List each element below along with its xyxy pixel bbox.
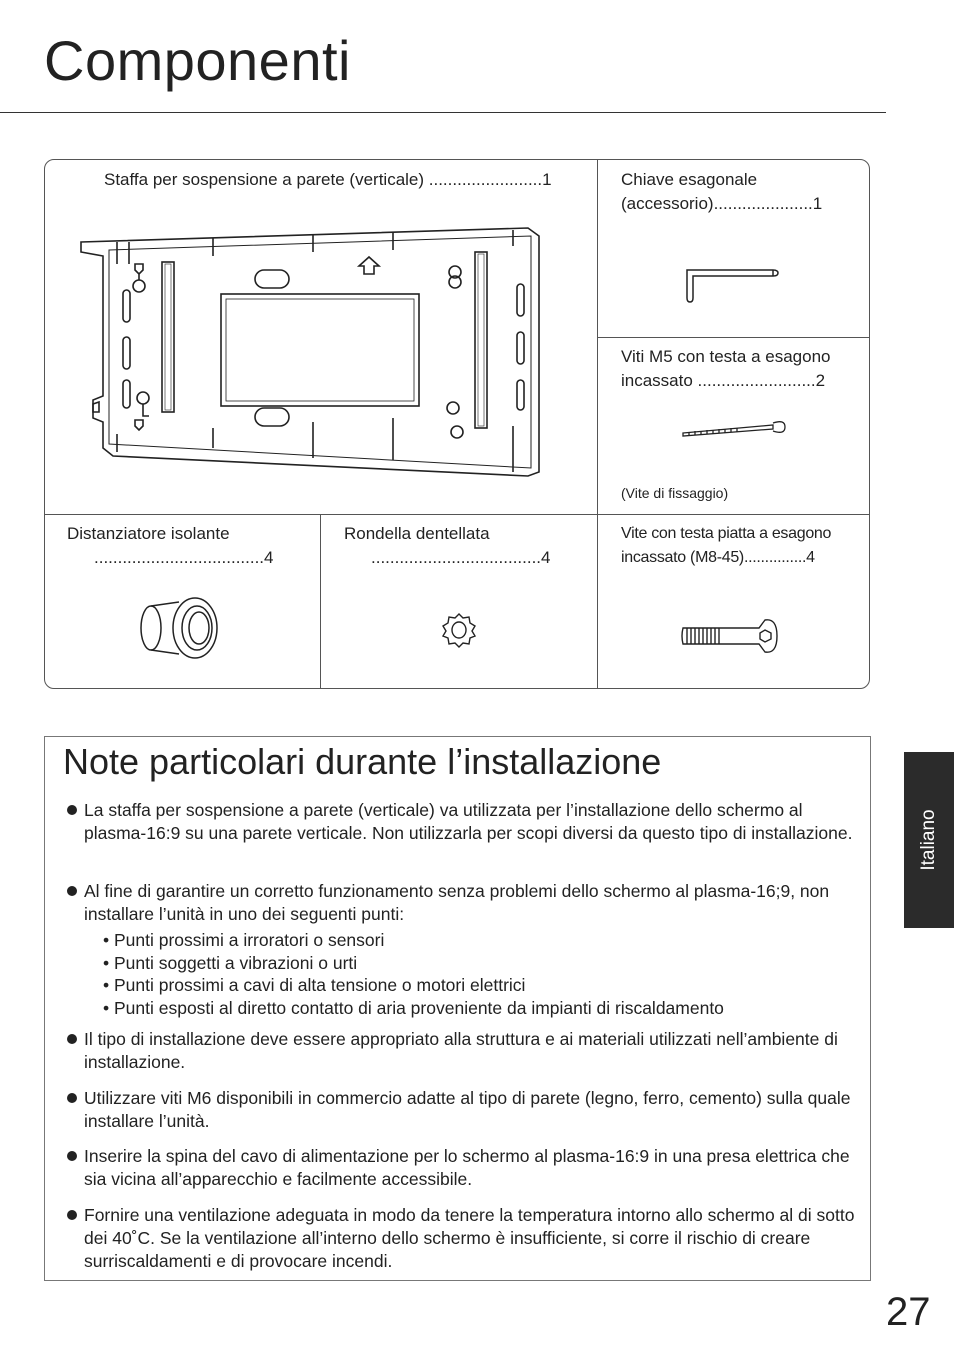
note-subitem: • Punti esposti al diretto contatto di aria proveniente da impianti di riscaldamento xyxy=(103,998,724,1018)
washer-label-line2: ....................................4 xyxy=(371,548,551,567)
note-item xyxy=(65,1204,855,1273)
m8-screw-illustration xyxy=(679,614,789,658)
note-text: Inserire la spina del cavo di alimentazione per lo schermo al plasma-16:9 in una presa elettrica che sia vicina all’apparecchio e facilmente accessibile. xyxy=(84,1146,850,1189)
component-bracket xyxy=(45,160,597,514)
bullet-icon xyxy=(67,805,77,815)
bullet-icon xyxy=(67,1034,77,1044)
m5-screw-illustration xyxy=(681,415,791,439)
note-subitem: • Punti prossimi a irroratori o sensori xyxy=(103,930,385,950)
bullet-icon xyxy=(67,1210,77,1220)
bullet-icon xyxy=(67,1151,77,1161)
component-spacer xyxy=(45,514,320,689)
language-tab-label: Italiano xyxy=(918,809,939,871)
note-text: Utilizzare viti M6 disponibili in commercio adatte al tipo di parete (legno, ferro, cemento) sulla quale installare l’unità. xyxy=(84,1088,851,1131)
m5-screws-label-line2: incassato .........................2 xyxy=(621,371,826,390)
washer-label-line1: Rondella dentellata xyxy=(344,524,490,543)
hex-key-illustration xyxy=(683,266,783,306)
note-item xyxy=(65,1028,855,1074)
bracket-label: Staffa per sospensione a parete (verticale) ........................1 xyxy=(104,170,552,189)
note-item xyxy=(65,1145,855,1191)
component-washer xyxy=(320,514,597,689)
spacer-label-line2: ....................................4 xyxy=(94,548,274,567)
note-subitem: • Punti soggetti a vibrazioni o urti xyxy=(103,953,358,973)
m8-screw-label-line2: incassato (M8-45)...............4 xyxy=(621,549,815,566)
bullet-icon xyxy=(67,886,77,896)
hex-key-label-line2: (accessorio).....................1 xyxy=(621,194,823,213)
m5-screws-note: (Vite di fissaggio) xyxy=(621,485,729,501)
spacer-label-line1: Distanziatore isolante xyxy=(67,524,230,543)
m8-screw-label-line1: Vite con testa piatta a esagono xyxy=(621,525,832,542)
notes-heading: Note particolari durante l’installazione xyxy=(63,741,662,782)
component-hex-key xyxy=(597,160,870,337)
note-text: Fornire una ventilazione adeguata in modo da tenere la temperatura intorno allo schermo al di sotto dei 40˚C. Se la ventilazione all’interno dello schermo è insufficiente, si corre il rischio di creare surriscaldamenti e di provocare incendi. xyxy=(84,1205,855,1271)
title-divider xyxy=(0,112,886,113)
components-table xyxy=(44,159,870,689)
note-item xyxy=(65,1087,855,1133)
wall-bracket-illustration xyxy=(73,222,553,482)
m5-screws-label-line1: Viti M5 con testa a esagono xyxy=(621,347,831,366)
page-number: 27 xyxy=(886,1290,931,1334)
bullet-icon xyxy=(67,1093,77,1103)
page-title: Componenti xyxy=(44,29,351,92)
toothed-washer-illustration xyxy=(439,610,479,650)
note-item xyxy=(65,880,855,926)
spacer-illustration xyxy=(135,596,225,660)
hex-key-label-line1: Chiave esagonale xyxy=(621,170,758,189)
component-m8-screw xyxy=(597,514,870,689)
note-item xyxy=(65,799,855,845)
note-text: Il tipo di installazione deve essere appropriato alla struttura e ai materiali utilizzati nell’ambiente di installazione. xyxy=(84,1029,838,1072)
installation-notes-box xyxy=(44,736,871,1281)
note-text: Al fine di garantire un corretto funzionamento senza problemi dello schermo al plasma-16;9, non installare l’unità in uno dei seguenti punti: xyxy=(84,881,830,924)
note-subitem: • Punti prossimi a cavi di alta tensione o motori elettrici xyxy=(103,975,526,995)
language-tab xyxy=(904,752,954,928)
note-text: La staffa per sospensione a parete (verticale) va utilizzata per l’installazione dello schermo al plasma-16:9 su una parete verticale. Non utilizzarla per scopi diversi da questo tipo di installazione. xyxy=(84,800,853,843)
component-m5-screws xyxy=(597,337,870,514)
